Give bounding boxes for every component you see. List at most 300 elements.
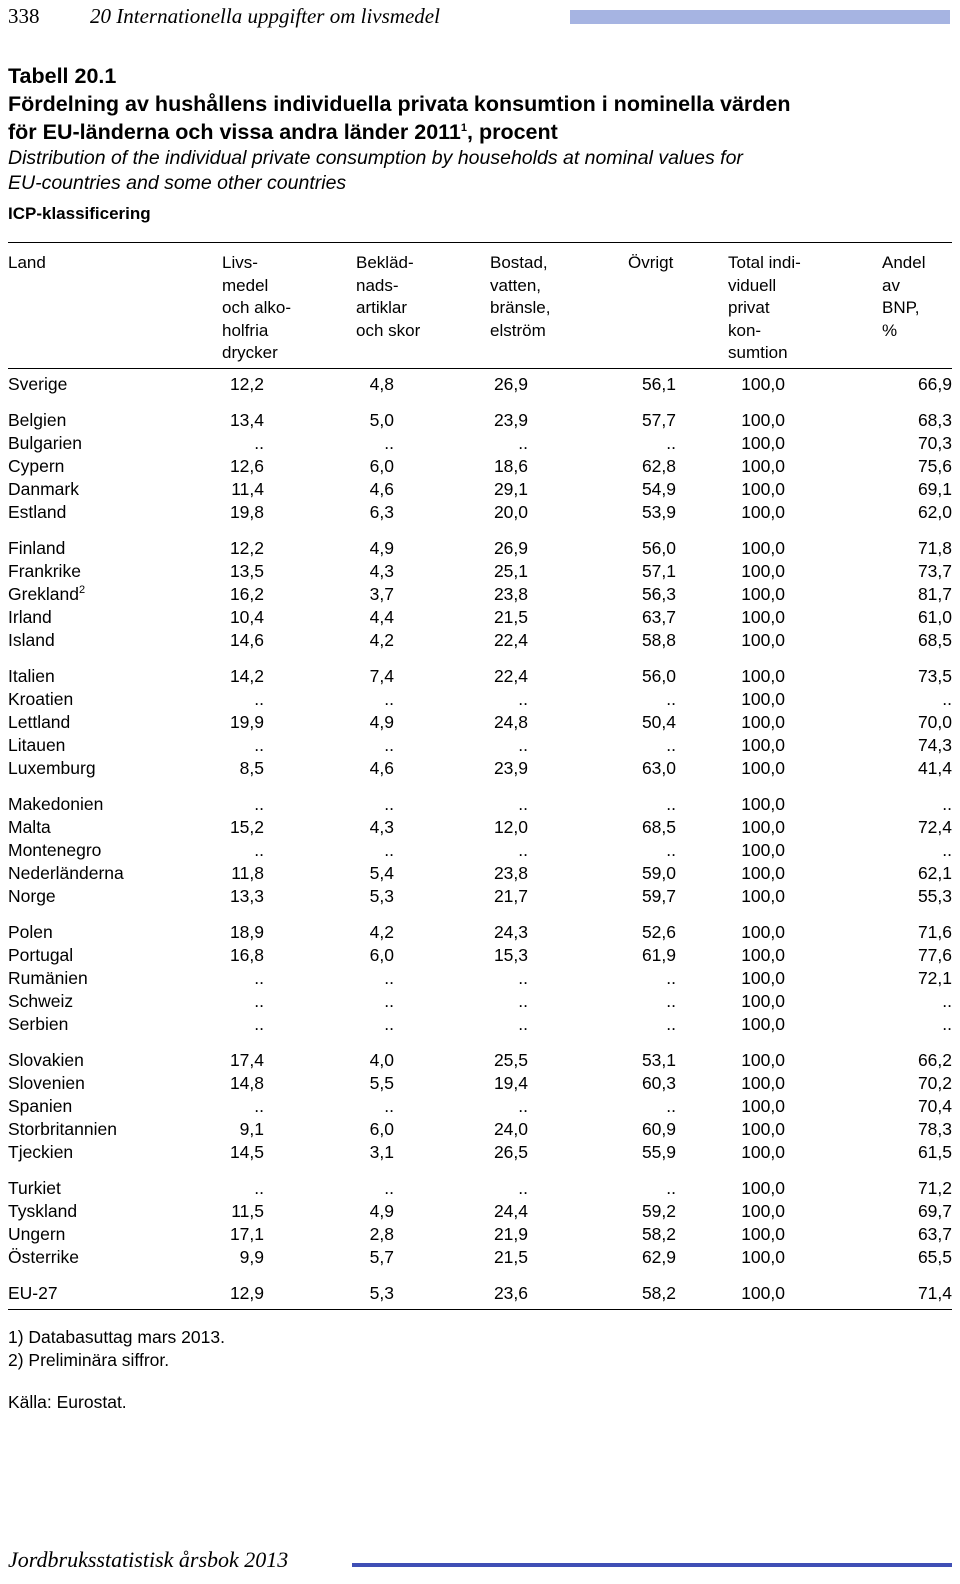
table-row (0, 1013, 960, 1036)
gdp-share-value: 71,2 (917, 1178, 952, 1198)
swedish-title-line-2 (8, 118, 953, 146)
clothing-value: 4,6 (369, 758, 394, 778)
page-header (0, 0, 960, 36)
food-value: .. (254, 1178, 264, 1198)
housing-value: 24,0 (493, 1119, 528, 1139)
housing-value: 15,3 (493, 945, 528, 965)
header-housing (490, 252, 550, 342)
section-title: 20 Internationella uppgifter om livsmedel (90, 4, 440, 28)
gdp-share-value: 66,9 (917, 374, 952, 394)
food-value: .. (254, 968, 264, 988)
header-line: Andel (882, 253, 926, 272)
other-value: .. (666, 689, 676, 709)
gdp-share-value: 69,1 (917, 479, 952, 499)
swedish-title-text: för EU-länderna och vissa andra länder 2011 (8, 120, 461, 144)
other-value: 54,9 (641, 479, 676, 499)
country-name: Österrike (8, 1247, 79, 1267)
total-value: 100,0 (741, 479, 785, 499)
housing-value: 26,5 (493, 1142, 528, 1162)
food-value: 12,6 (229, 456, 264, 476)
food-value: 16,2 (229, 584, 264, 604)
clothing-value: 2,8 (369, 1224, 394, 1244)
gdp-share-value: .. (942, 840, 952, 860)
table-row (0, 1049, 960, 1072)
gdp-share-value: 68,3 (917, 410, 952, 430)
housing-value: 18,6 (493, 456, 528, 476)
other-value: 57,7 (641, 410, 676, 430)
clothing-value: 3,1 (369, 1142, 394, 1162)
country-name: Montenegro (8, 840, 102, 860)
housing-value: 22,4 (493, 630, 528, 650)
header-line: privat (728, 298, 770, 317)
total-value: 100,0 (741, 1201, 785, 1221)
header-line: BNP, (882, 298, 920, 317)
housing-value: 24,3 (493, 922, 528, 942)
clothing-value: 5,5 (369, 1073, 394, 1093)
housing-value: 23,9 (493, 410, 528, 430)
country-name: Grekland$^2$ (8, 584, 86, 604)
total-value: 100,0 (741, 538, 785, 558)
table-row (0, 478, 960, 501)
total-value: 100,0 (741, 666, 785, 686)
total-value: 100,0 (741, 1283, 785, 1303)
footer-title: Jordbruksstatistisk årsbok 2013 (8, 1547, 289, 1572)
header-line: sumtion (728, 343, 788, 362)
clothing-value: 5,0 (369, 410, 394, 430)
country-name: Turkiet (8, 1178, 61, 1198)
clothing-value: 5,3 (369, 1283, 394, 1303)
housing-value: 24,4 (493, 1201, 528, 1221)
table-row (0, 629, 960, 652)
clothing-value: 6,0 (369, 1119, 394, 1139)
gdp-share-value: 72,1 (917, 968, 952, 988)
food-value: 14,2 (229, 666, 264, 686)
clothing-value: 5,4 (369, 863, 394, 883)
total-value: 100,0 (741, 991, 785, 1011)
page-footer (0, 1545, 960, 1584)
housing-value: .. (518, 1178, 528, 1198)
other-value: 68,5 (641, 817, 676, 837)
other-value: 62,9 (641, 1247, 676, 1267)
country-name: Serbien (8, 1014, 69, 1034)
table-row (0, 1095, 960, 1118)
housing-value: 21,5 (493, 607, 528, 627)
clothing-value: 6,0 (369, 456, 394, 476)
food-value: .. (254, 991, 264, 1011)
other-value: 58,8 (641, 630, 676, 650)
food-value: 16,8 (229, 945, 264, 965)
total-value: 100,0 (741, 456, 785, 476)
gdp-share-value: .. (942, 794, 952, 814)
header-line: % (882, 320, 898, 340)
other-value: 56,1 (641, 374, 676, 394)
gdp-share-value: 55,3 (917, 886, 952, 906)
other-value: .. (666, 794, 676, 814)
header-line: drycker (222, 343, 278, 362)
table-row (0, 921, 960, 944)
gdp-share-value: 70,2 (917, 1073, 952, 1093)
food-value: .. (254, 794, 264, 814)
country-name: Bulgarien (8, 433, 82, 453)
housing-value: 26,9 (493, 374, 528, 394)
country-name: Italien (8, 666, 55, 686)
clothing-value: .. (384, 689, 394, 709)
housing-value: 23,6 (493, 1283, 528, 1303)
header-line: och alko- (222, 298, 291, 317)
housing-value: 19,4 (493, 1073, 528, 1093)
country-name: Nederländerna (8, 863, 124, 883)
clothing-value: .. (384, 1014, 394, 1034)
food-value: 10,4 (229, 607, 264, 627)
housing-value: 23,9 (493, 758, 528, 778)
other-value: 60,3 (641, 1073, 676, 1093)
clothing-value: 4,8 (369, 374, 394, 394)
gdp-share-value: 71,6 (917, 922, 952, 942)
clothing-value: 4,9 (369, 1201, 394, 1221)
total-value: 100,0 (741, 374, 785, 394)
food-value: .. (254, 1096, 264, 1116)
housing-value: 24,8 (493, 712, 528, 732)
other-value: 55,9 (641, 1142, 676, 1162)
total-value: 100,0 (741, 1073, 785, 1093)
table-row (0, 1200, 960, 1223)
country-name: Tjeckien (8, 1142, 74, 1162)
footer-bar (352, 1563, 952, 1567)
gdp-share-value: .. (942, 689, 952, 709)
food-value: 11,8 (231, 863, 264, 883)
food-value: 12,2 (229, 374, 264, 394)
clothing-value: 4,3 (369, 561, 394, 581)
housing-value: 22,4 (493, 666, 528, 686)
table-row (0, 455, 960, 478)
clothing-value: .. (384, 991, 394, 1011)
footnote-ref: 1 (460, 121, 468, 134)
page-number: 338 (8, 4, 40, 28)
gdp-share-value: 41,4 (917, 758, 952, 778)
clothing-value: 7,4 (369, 666, 394, 686)
country-name: Schweiz (8, 991, 74, 1011)
total-value: 100,0 (741, 735, 785, 755)
country-name: Cypern (8, 456, 65, 476)
other-value: .. (666, 991, 676, 1011)
swedish-title-end: , procent (467, 120, 558, 144)
footnote-1: 1) Databasuttag mars 2013. (8, 1327, 225, 1347)
gdp-share-value: 65,5 (917, 1247, 952, 1267)
table-label: Tabell 20.1 (8, 64, 117, 88)
housing-value: .. (518, 794, 528, 814)
header-line: artiklar (356, 298, 408, 317)
country-name: Slovakien (8, 1050, 84, 1070)
other-value: .. (666, 840, 676, 860)
clothing-value: 5,7 (369, 1247, 394, 1267)
housing-value: .. (518, 433, 528, 453)
total-value: 100,0 (741, 584, 785, 604)
total-value: 100,0 (741, 1119, 785, 1139)
clothing-value: 4,9 (369, 712, 394, 732)
food-value: .. (254, 735, 264, 755)
table-row (0, 734, 960, 757)
english-title-line-1: Distribution of the individual private consumption by households at nominal values for (8, 147, 743, 169)
total-value: 100,0 (741, 712, 785, 732)
country-name: Litauen (8, 735, 66, 755)
clothing-value: 5,3 (369, 886, 394, 906)
housing-value: 12,0 (493, 817, 528, 837)
header-line: viduell (728, 275, 777, 295)
english-title-line-2: EU-countries and some other countries (8, 172, 347, 194)
food-value: 19,8 (229, 502, 264, 522)
total-value: 100,0 (741, 840, 785, 860)
header-line: Bekläd- (356, 253, 414, 272)
country-name: Malta (8, 817, 51, 837)
other-value: 63,7 (641, 607, 676, 627)
gdp-share-value: 74,3 (917, 735, 952, 755)
total-value: 100,0 (741, 1096, 785, 1116)
other-value: 59,7 (641, 886, 676, 906)
table-row (0, 688, 960, 711)
food-value: 11,5 (231, 1201, 264, 1221)
housing-value: 29,1 (493, 479, 528, 499)
header-line: Livs- (222, 253, 258, 272)
table-row (0, 537, 960, 560)
housing-value: .. (518, 840, 528, 860)
footnote-2: 2) Preliminära siffror. (8, 1350, 170, 1370)
header-line: vatten, (490, 275, 542, 295)
gdp-share-value: 78,3 (917, 1119, 952, 1139)
other-value: 63,0 (641, 758, 676, 778)
footnote-ref: 2 (79, 584, 86, 597)
clothing-value: 4,9 (369, 538, 394, 558)
header-line: Övrigt (628, 253, 674, 272)
total-value: 100,0 (741, 410, 785, 430)
header-line: medel (222, 275, 269, 295)
header-line: Total indi- (728, 253, 801, 272)
header-land: Land (8, 253, 46, 272)
food-value: 9,1 (239, 1119, 264, 1139)
other-value: .. (666, 1096, 676, 1116)
gdp-share-value: 68,5 (917, 630, 952, 650)
total-value: 100,0 (741, 1014, 785, 1034)
gdp-share-value: 63,7 (917, 1224, 952, 1244)
country-name: Norge (8, 886, 56, 906)
country-name: Portugal (8, 945, 74, 965)
gdp-share-value: 69,7 (917, 1201, 952, 1221)
clothing-value: 4,3 (369, 817, 394, 837)
total-value: 100,0 (741, 689, 785, 709)
clothing-value: .. (384, 794, 394, 814)
gdp-share-value: 71,8 (917, 538, 952, 558)
clothing-value: 4,0 (369, 1050, 394, 1070)
food-value: 19,9 (229, 712, 264, 732)
other-value: 58,2 (641, 1224, 676, 1244)
table-row (0, 990, 960, 1013)
housing-value: .. (518, 968, 528, 988)
country-name: Finland (8, 538, 66, 558)
food-value: 17,1 (229, 1224, 264, 1244)
footnotes (8, 1326, 225, 1372)
food-value: 13,5 (229, 561, 264, 581)
table-row (0, 1141, 960, 1164)
housing-value: 21,5 (493, 1247, 528, 1267)
gdp-share-value: 73,7 (917, 561, 952, 581)
gdp-share-value: 73,5 (917, 666, 952, 686)
table-top-rule (8, 242, 952, 243)
clothing-value: 4,4 (369, 607, 394, 627)
header-gdp (882, 252, 925, 342)
table-row (0, 816, 960, 839)
header-line: kon- (728, 320, 762, 340)
food-value: 14,5 (229, 1142, 264, 1162)
clothing-value: .. (384, 735, 394, 755)
table-row (0, 432, 960, 455)
header-total (728, 252, 801, 365)
table-row (0, 1282, 960, 1305)
housing-value: 23,8 (493, 863, 528, 883)
header-line: Bostad, (490, 253, 548, 272)
table-row (0, 373, 960, 396)
total-value: 100,0 (741, 1050, 785, 1070)
country-name: Makedonien (8, 794, 104, 814)
food-value: 14,6 (229, 630, 264, 650)
total-value: 100,0 (741, 794, 785, 814)
total-value: 100,0 (741, 863, 785, 883)
other-value: 56,0 (641, 538, 676, 558)
total-value: 100,0 (741, 1224, 785, 1244)
clothing-value: .. (384, 1178, 394, 1198)
gdp-share-value: 71,4 (917, 1283, 952, 1303)
clothing-value: .. (384, 968, 394, 988)
country-name: Estland (8, 502, 67, 522)
country-name: Belgien (8, 410, 67, 430)
table-row (0, 839, 960, 862)
food-value: .. (254, 840, 264, 860)
country-name: Slovenien (8, 1073, 85, 1093)
housing-value: 23,8 (493, 584, 528, 604)
other-value: 61,9 (641, 945, 676, 965)
gdp-share-value: 81,7 (917, 584, 952, 604)
table-row (0, 862, 960, 885)
country-name: Sverige (8, 374, 68, 394)
country-name: Storbritannien (8, 1119, 117, 1139)
country-name: Lettland (8, 712, 71, 732)
total-value: 100,0 (741, 817, 785, 837)
housing-value: .. (518, 735, 528, 755)
header-line: nads- (356, 275, 399, 295)
other-value: .. (666, 1014, 676, 1034)
food-value: .. (254, 689, 264, 709)
other-value: 57,1 (641, 561, 676, 581)
food-value: 17,4 (229, 1050, 264, 1070)
housing-value: .. (518, 1096, 528, 1116)
header-line: bränsle, (490, 298, 551, 317)
table-header (0, 252, 960, 367)
gdp-share-value: 70,0 (917, 712, 952, 732)
total-value: 100,0 (741, 758, 785, 778)
housing-value: 25,5 (493, 1050, 528, 1070)
food-value: .. (254, 433, 264, 453)
table-bottom-rule (8, 1309, 952, 1310)
country-name: Island (8, 630, 55, 650)
country-name: Rumänien (8, 968, 88, 988)
gdp-share-value: 61,5 (917, 1142, 952, 1162)
gdp-share-value: 66,2 (917, 1050, 952, 1070)
food-value: 15,2 (229, 817, 264, 837)
table-row (0, 560, 960, 583)
housing-value: .. (518, 991, 528, 1011)
food-value: 18,9 (229, 922, 264, 942)
table-row (0, 944, 960, 967)
table-row (0, 409, 960, 432)
total-value: 100,0 (741, 968, 785, 988)
housing-value: 20,0 (493, 502, 528, 522)
other-value: 62,8 (641, 456, 676, 476)
header-bar (570, 10, 950, 24)
classification-label: ICP-klassificering (8, 204, 151, 223)
table-titles (8, 62, 953, 224)
table-row (0, 665, 960, 688)
clothing-value: 4,2 (369, 922, 394, 942)
header-line: holfria (222, 320, 269, 340)
clothing-value: 4,2 (369, 630, 394, 650)
other-value: 56,0 (641, 666, 676, 686)
gdp-share-value: .. (942, 991, 952, 1011)
other-value: .. (666, 433, 676, 453)
country-name: Spanien (8, 1096, 73, 1116)
table-row (0, 1072, 960, 1095)
other-value: 56,3 (641, 584, 676, 604)
other-value: 59,2 (641, 1201, 676, 1221)
header-clothing (356, 252, 420, 342)
total-value: 100,0 (741, 630, 785, 650)
other-value: .. (666, 968, 676, 988)
other-value: 50,4 (641, 712, 676, 732)
total-value: 100,0 (741, 561, 785, 581)
other-value: 58,2 (641, 1283, 676, 1303)
table-row (0, 967, 960, 990)
header-other (628, 252, 673, 275)
housing-value: 25,1 (493, 561, 528, 581)
table-row (0, 885, 960, 908)
header-line: elström (490, 320, 546, 340)
total-value: 100,0 (741, 886, 785, 906)
table-row (0, 1118, 960, 1141)
total-value: 100,0 (741, 1142, 785, 1162)
gdp-share-value: 75,6 (917, 456, 952, 476)
food-value: 8,5 (239, 758, 264, 778)
country-name: Frankrike (8, 561, 81, 581)
total-value: 100,0 (741, 607, 785, 627)
clothing-value: .. (384, 1096, 394, 1116)
clothing-value: 4,6 (369, 479, 394, 499)
header-food (222, 252, 291, 365)
gdp-share-value: 61,0 (917, 607, 952, 627)
table-row (0, 606, 960, 629)
country-name: Irland (8, 607, 52, 627)
country-name: Ungern (8, 1224, 66, 1244)
food-value: 12,9 (229, 1283, 264, 1303)
gdp-share-value: 72,4 (917, 817, 952, 837)
housing-value: .. (518, 1014, 528, 1034)
food-value: 9,9 (239, 1247, 264, 1267)
total-value: 100,0 (741, 1247, 785, 1267)
housing-value: .. (518, 689, 528, 709)
housing-value: 21,9 (493, 1224, 528, 1244)
other-value: 59,0 (641, 863, 676, 883)
total-value: 100,0 (741, 922, 785, 942)
clothing-value: 6,3 (369, 502, 394, 522)
gdp-share-value: 77,6 (917, 945, 952, 965)
food-value: 13,4 (229, 410, 264, 430)
country-name: Luxemburg (8, 758, 96, 778)
